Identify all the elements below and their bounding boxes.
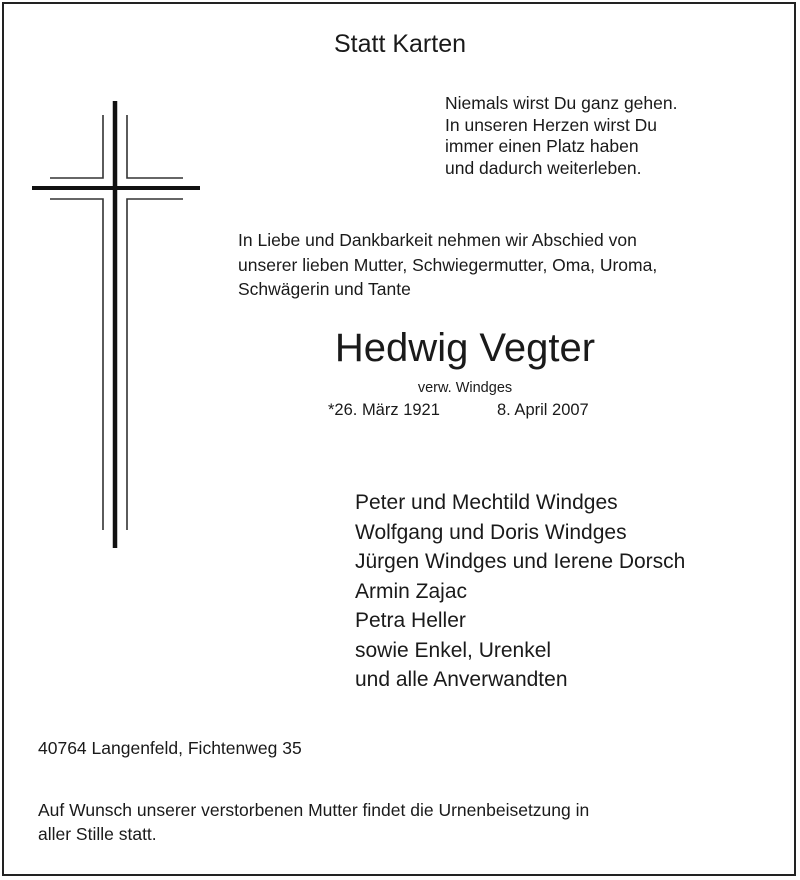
quote-line: In unseren Herzen wirst Du bbox=[445, 114, 658, 135]
mourner: Wolfgang und Doris Windges bbox=[355, 520, 627, 544]
quote-line: Niemals wirst Du ganz gehen. bbox=[445, 93, 678, 113]
mourner: Armin Zajac bbox=[355, 579, 468, 603]
mourner: sowie Enkel, Urenkel bbox=[355, 638, 552, 662]
quote-line: immer einen Platz haben bbox=[445, 136, 639, 156]
deceased-name: Hedwig Vegter bbox=[334, 326, 596, 370]
note-line: aller Stille statt. bbox=[38, 824, 157, 844]
intro-line: unserer lieben Mutter, Schwiegermutter, Oma, Uroma, bbox=[238, 254, 658, 275]
intro-line: In Liebe und Dankbarkeit nehmen wir Abschied von bbox=[238, 230, 637, 250]
mourner: Peter und Mechtild Windges bbox=[355, 491, 618, 514]
heading: Statt Karten bbox=[333, 30, 467, 58]
mourners-list bbox=[355, 488, 685, 695]
address: 40764 Langenfeld, Fichtenweg 35 bbox=[38, 738, 302, 758]
note-line: Auf Wunsch unserer verstorbenen Mutter findet die Urnenbeisetzung in bbox=[38, 800, 590, 820]
burial-note bbox=[38, 798, 589, 846]
intro-text bbox=[238, 228, 657, 302]
death-date: 8. April 2007 bbox=[497, 401, 589, 419]
mourner: und alle Anverwandten bbox=[355, 668, 568, 691]
intro-line: Schwägerin und Tante bbox=[238, 279, 411, 299]
quote bbox=[445, 93, 677, 179]
quote-line: und dadurch weiterleben. bbox=[445, 157, 642, 178]
deceased-former-name: verw. Windges bbox=[417, 380, 513, 396]
mourner: Petra Heller bbox=[355, 609, 466, 632]
mourner: Jürgen Windges und Ierene Dorsch bbox=[355, 550, 686, 573]
birth-date: *26. März 1921 bbox=[328, 401, 440, 419]
